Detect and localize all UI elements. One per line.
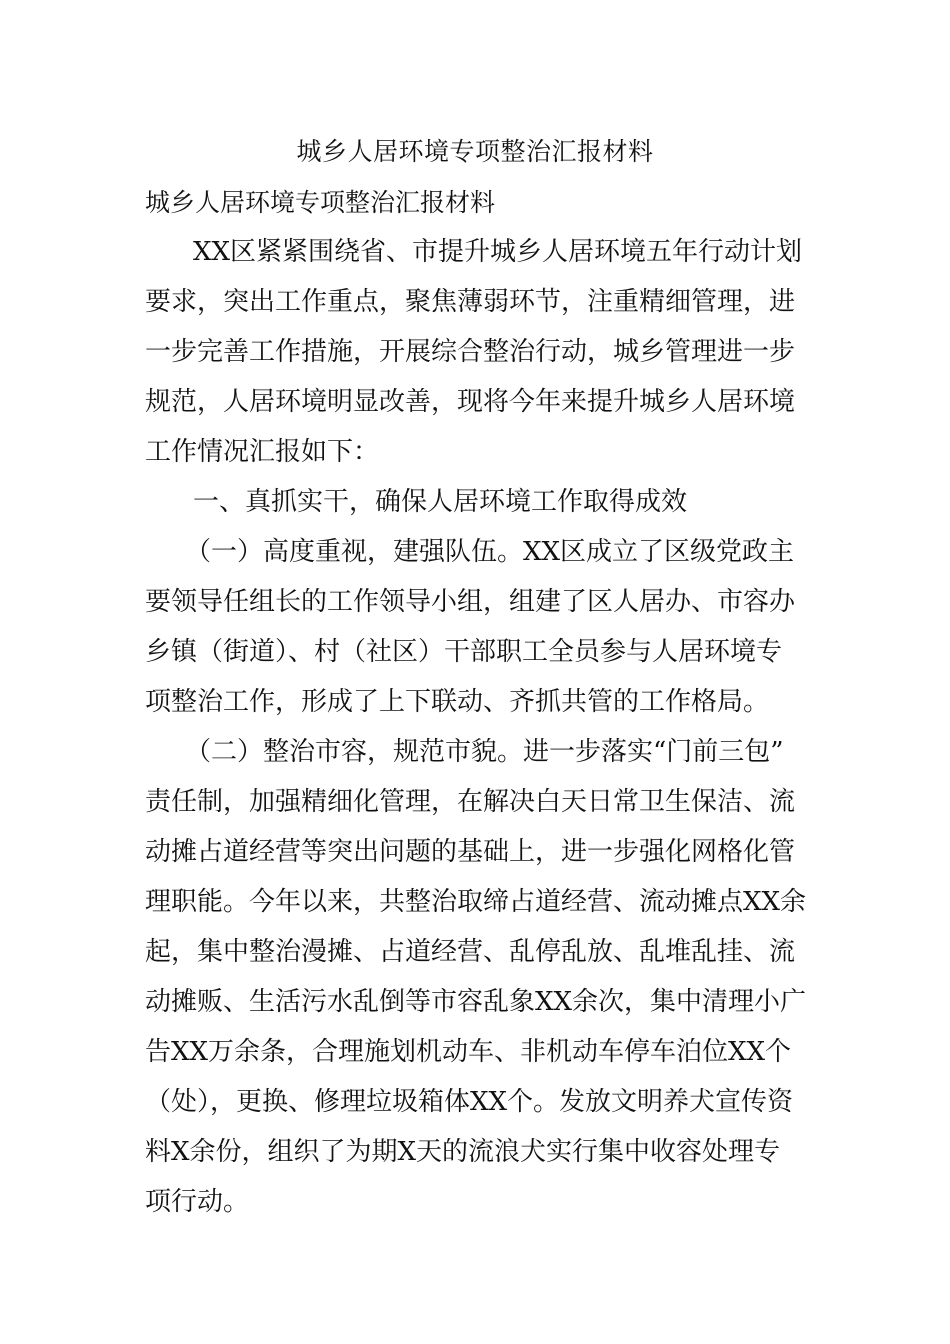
paragraph-line: （二）整治市容，规范市貌。进一步落实“门前三包”	[185, 737, 784, 767]
paragraph-line: 乡镇（街道）、村（社区）干部职工全员参与人居环境专	[145, 637, 783, 667]
paragraph-line: 动摊贩、生活污水乱倒等市容乱象XX余次，集中清理小广	[145, 987, 807, 1017]
section-heading: 一、真抓实干，确保人居环境工作取得成效	[193, 487, 688, 517]
paragraph-line: 一步完善工作措施，开展综合整治行动，城乡管理进一步	[145, 337, 796, 367]
paragraph-line: 告XX万余条，合理施划机动车、非机动车停车泊位XX个	[145, 1037, 792, 1067]
paragraph-line: （一）高度重视，建强队伍。XX区成立了区级党政主	[185, 537, 795, 567]
paragraph-line: 项整治工作，形成了上下联动、齐抓共管的工作格局。	[145, 687, 770, 717]
paragraph-line: 理职能。今年以来，共整治取缔占道经营、流动摊点XX余	[145, 887, 807, 917]
paragraph-line: 规范，人居环境明显改善，现将今年来提升城乡人居环境	[145, 387, 796, 417]
paragraph-line: 要求，突出工作重点，聚焦薄弱环节，注重精细管理，进	[145, 287, 796, 317]
paragraph-line: （处），更换、修理垃圾箱体XX个。发放文明养犬宣传资	[145, 1087, 794, 1117]
paragraph-line: 起，集中整治漫摊、占道经营、乱停乱放、乱堆乱挂、流	[145, 937, 796, 967]
document-subtitle: 城乡人居环境专项整治汇报材料	[145, 188, 496, 217]
paragraph-line: 料X余份，组织了为期X天的流浪犬实行集中收容处理专	[145, 1137, 781, 1167]
paragraph-line: 要领导任组长的工作领导小组，组建了区人居办、市容办	[145, 587, 796, 617]
document-title: 城乡人居环境专项整治汇报材料	[296, 137, 654, 166]
paragraph-line: XX区紧紧围绕省、市提升城乡人居环境五年行动计划	[193, 237, 803, 267]
paragraph-line: 动摊占道经营等突出问题的基础上，进一步强化网格化管	[145, 837, 796, 867]
paragraph-line: 工作情况汇报如下：	[145, 437, 380, 467]
paragraph-line: 责任制，加强精细化管理，在解决白天日常卫生保洁、流	[145, 787, 796, 817]
paragraph-line: 项行动。	[145, 1187, 250, 1217]
